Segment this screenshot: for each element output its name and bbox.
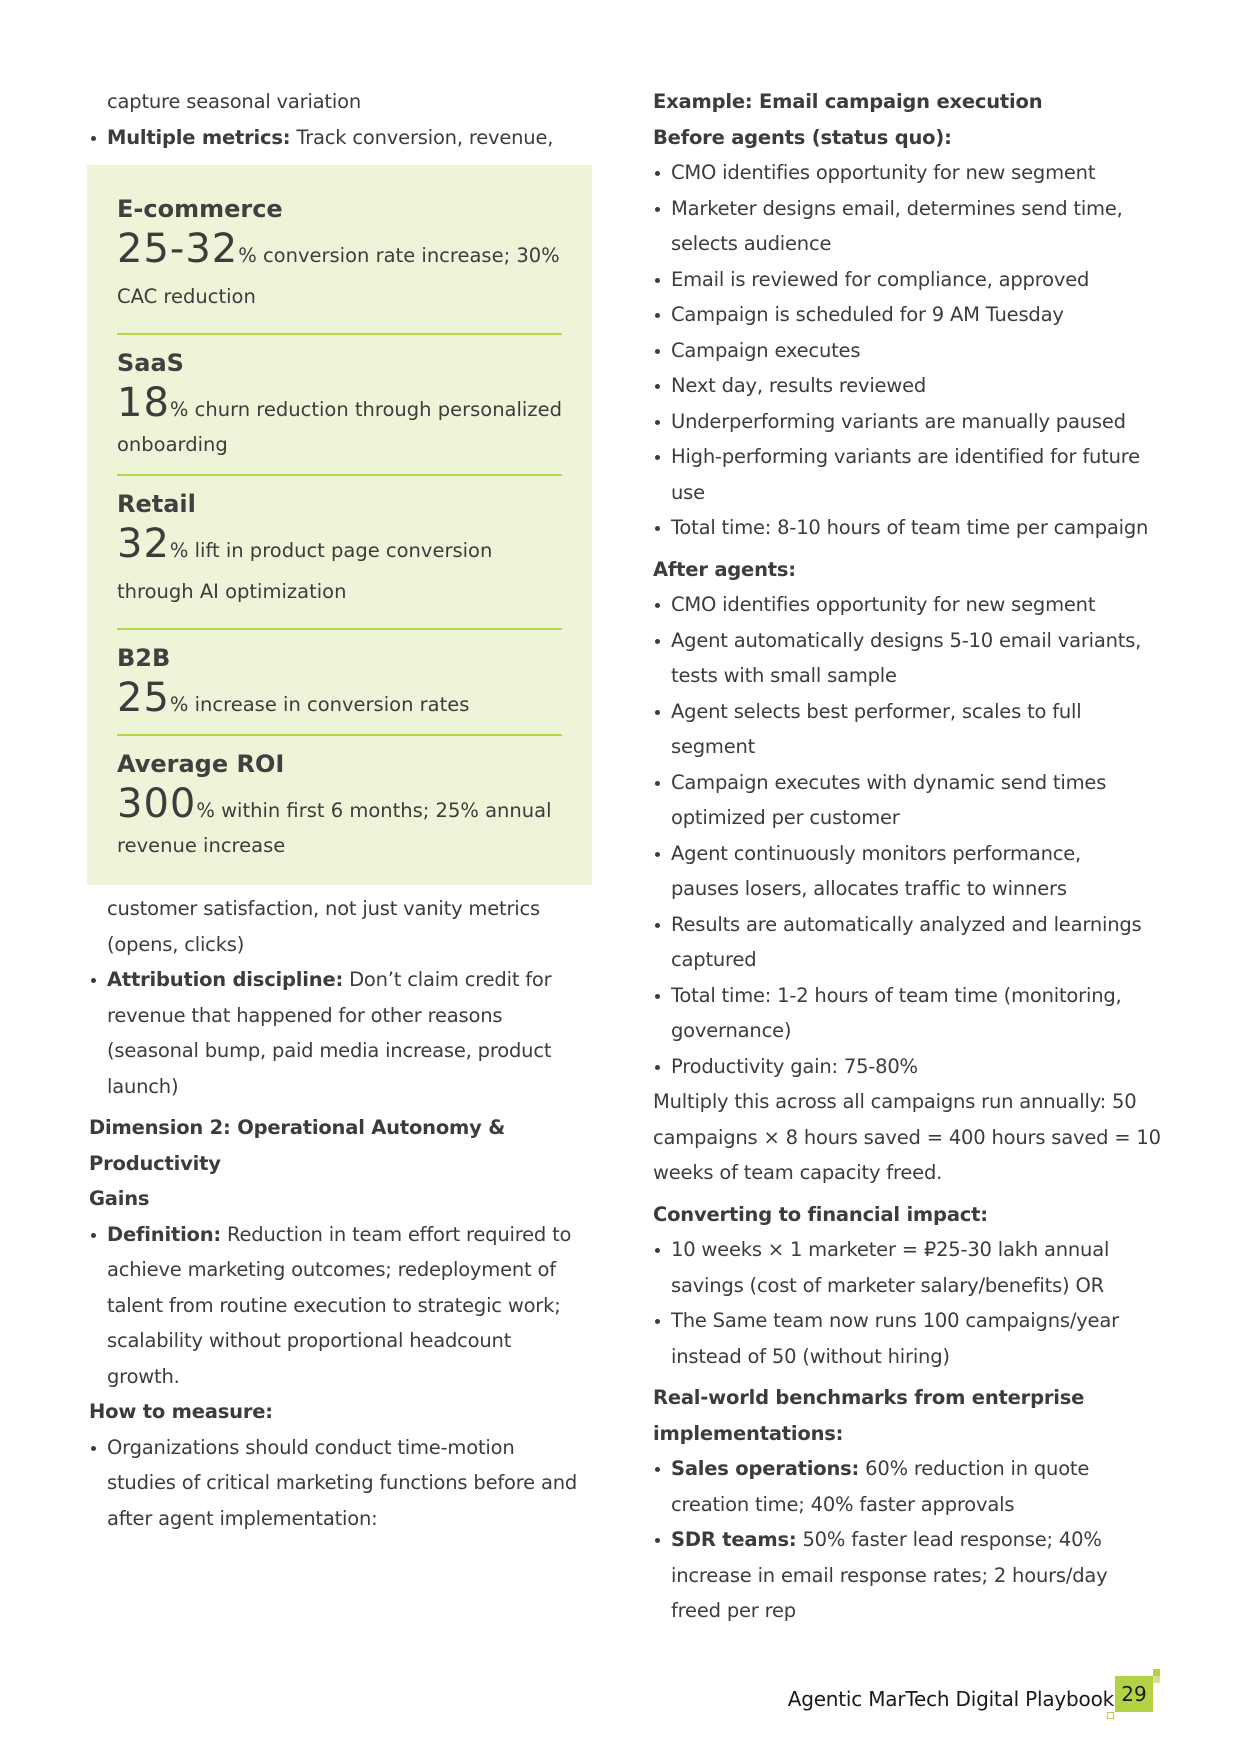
stat-body: [117, 227, 562, 273]
stat-average-roi: [117, 736, 562, 867]
list-item: Next day, results reviewed: [653, 368, 1163, 404]
list-item-multiple-metrics: [89, 120, 599, 156]
stat-value: 32: [117, 521, 170, 567]
item-text: Track conversion, revenue,: [290, 125, 554, 149]
list-item-continuation: use: [671, 480, 705, 504]
list-item: High-performing variants are identified for future: [653, 439, 1163, 475]
list-item: Agent automatically designs 5-10 email variants,: [653, 623, 1163, 659]
list-item: Agent selects best performer, scales to full: [653, 694, 1163, 730]
list-item: The Same team now runs 100 campaigns/year: [653, 1303, 1163, 1339]
list-item-continuation: segment: [671, 735, 756, 758]
list-item-continuation: increase in email response rates; 2 hours/day: [671, 1563, 1108, 1587]
stat-retail: [117, 476, 562, 630]
paragraph-line: weeks of team capacity freed.: [653, 1161, 943, 1184]
stat-saas: [117, 335, 562, 476]
stat-text: % lift in product page conversion: [169, 539, 493, 562]
before-heading: Before agents (status quo):: [653, 125, 952, 149]
footer-title: Agentic MarTech Digital Playbook: [787, 1687, 1114, 1711]
stat-title: Retail: [117, 490, 196, 518]
list-item: Results are automatically analyzed and learnings: [653, 907, 1163, 943]
paragraph-line: Multiply this across all campaigns run annually: 50: [653, 1090, 1137, 1113]
stat-text: % increase in conversion rates: [169, 693, 470, 716]
list-item-continuation: (seasonal bump, paid media increase, product: [107, 1039, 552, 1062]
before-agents-list: [653, 155, 1163, 546]
list-item-measure: Organizations should conduct time-motion: [89, 1430, 599, 1466]
list-item-continuation: revenue that happened for other reasons: [107, 1003, 503, 1027]
list-item: Productivity gain: 75-80%: [653, 1049, 1163, 1085]
benchmarks-heading-cont: implementations:: [653, 1421, 844, 1445]
list-item: Total time: 8-10 hours of team time per campaign: [653, 510, 1163, 546]
stat-body: [117, 676, 562, 722]
after-agents-list: [653, 587, 1163, 1084]
list-item-sales-operations: [653, 1451, 1163, 1487]
financial-list: [653, 1232, 1163, 1374]
list-item-continuation: launch): [107, 1074, 179, 1098]
list-item: Campaign executes with dynamic send times: [653, 765, 1163, 801]
decorative-square-outline-icon: [1107, 1712, 1114, 1719]
list-item-continuation: instead of 50 (without hiring): [671, 1344, 950, 1368]
list-item-continuation: freed per rep: [671, 1599, 796, 1622]
after-heading: After agents:: [653, 557, 796, 581]
list-item-definition: [89, 1217, 599, 1253]
list-item-continuation: studies of critical marketing functions before and: [107, 1471, 578, 1494]
stat-text-cont: through AI optimization: [117, 580, 347, 603]
paragraph-line: campaigns × 8 hours saved = 400 hours saved = 10: [653, 1125, 1161, 1149]
financial-heading: Converting to financial impact:: [653, 1202, 988, 1226]
list-item: CMO identifies opportunity for new segment: [653, 587, 1163, 623]
list-item-continuation: savings (cost of marketer salary/benefits) OR: [671, 1273, 1104, 1297]
stat-ecommerce: [117, 181, 562, 335]
stat-body: [117, 381, 562, 427]
stat-value: 25: [117, 675, 170, 721]
stat-body: [117, 782, 562, 828]
page-footer: [0, 1674, 1240, 1734]
decorative-square-icon: [1153, 1669, 1160, 1676]
list-item-continuation: achieve marketing outcomes; redeployment of: [107, 1258, 556, 1281]
page-number-badge: 29: [1115, 1676, 1153, 1712]
list-item-continuation: capture seasonal variation: [107, 90, 361, 113]
item-label: SDR teams:: [671, 1528, 797, 1551]
list-item-continuation: scalability without proportional headcount: [107, 1329, 512, 1352]
list-item: Campaign executes: [653, 333, 1163, 369]
stat-value: 300: [117, 781, 197, 827]
stat-text: % conversion rate increase; 30%: [238, 244, 560, 267]
item-label: Attribution discipline:: [107, 968, 344, 991]
item-label: Definition:: [107, 1222, 222, 1246]
list-item-continuation: tests with small sample: [671, 664, 897, 687]
item-text: Reduction in team effort required to: [221, 1222, 572, 1246]
stat-value: 25-32: [117, 226, 239, 272]
list-item: Marketer designs email, determines send time,: [653, 191, 1163, 227]
item-label: Multiple metrics:: [107, 125, 291, 149]
list-item: Email is reviewed for compliance, approved: [653, 262, 1163, 298]
list-item-continuation: selects audience: [671, 232, 832, 255]
list-item-attribution: [89, 962, 599, 998]
decorative-square-icon: [1153, 1676, 1160, 1683]
list-item-continuation: pauses losers, allocates traffic to winners: [671, 877, 1067, 900]
stat-text-cont: onboarding: [117, 433, 228, 456]
stat-b2b: [117, 630, 562, 736]
stat-body: [117, 522, 562, 568]
item-text: 50% faster lead response; 40%: [796, 1528, 1102, 1551]
left-column: [89, 84, 599, 1536]
stat-text: % churn reduction through personalized: [169, 398, 562, 421]
list-item-continuation: optimized per customer: [671, 806, 900, 829]
section-heading-cont: Gains: [89, 1187, 150, 1210]
list-item: CMO identifies opportunity for new segment: [653, 155, 1163, 191]
subheading-how-to-measure: How to measure:: [89, 1400, 273, 1423]
industry-stats-callout: [87, 165, 592, 885]
item-text: 60% reduction in quote: [859, 1457, 1090, 1480]
list-item: Campaign is scheduled for 9 AM Tuesday: [653, 297, 1163, 333]
list-item-continuation: governance): [671, 1019, 792, 1042]
list-item-continuation: (opens, clicks): [107, 932, 245, 956]
list-item: Agent continuously monitors performance,: [653, 836, 1163, 872]
section-heading: Dimension 2: Operational Autonomy & Productivity: [89, 1116, 506, 1175]
stat-title: Average ROI: [117, 750, 285, 778]
item-text: Don’t claim credit for: [343, 968, 552, 991]
list-item-sdr-teams: [653, 1522, 1163, 1558]
right-column: [653, 84, 1163, 1629]
list-item-continuation: captured: [671, 948, 757, 971]
stat-text: % within first 6 months; 25% annual: [196, 799, 552, 822]
stat-text-cont: revenue increase: [117, 834, 286, 857]
stat-title: B2B: [117, 644, 171, 672]
stat-value: 18: [117, 380, 170, 426]
stat-text-cont: CAC reduction: [117, 285, 256, 308]
list-item-continuation: growth.: [107, 1364, 180, 1388]
example-heading: Example: Email campaign execution: [653, 90, 1043, 113]
stat-title: E-commerce: [117, 195, 283, 223]
benchmarks-heading: Real-world benchmarks from enterprise: [653, 1386, 1085, 1409]
item-label: Sales operations:: [671, 1457, 860, 1480]
list-item-continuation: talent from routine execution to strategic work;: [107, 1293, 561, 1317]
list-item-continuation: creation time; 40% faster approvals: [671, 1492, 1015, 1516]
list-item-continuation: customer satisfaction, not just vanity metrics: [107, 897, 540, 920]
list-item-continuation: after agent implementation:: [107, 1506, 378, 1530]
list-item: Total time: 1-2 hours of team time (monitoring,: [653, 978, 1163, 1014]
list-item: 10 weeks × 1 marketer = ₽25-30 lakh annual: [653, 1232, 1163, 1268]
stat-title: SaaS: [117, 349, 184, 377]
list-item: Underperforming variants are manually paused: [653, 404, 1163, 440]
